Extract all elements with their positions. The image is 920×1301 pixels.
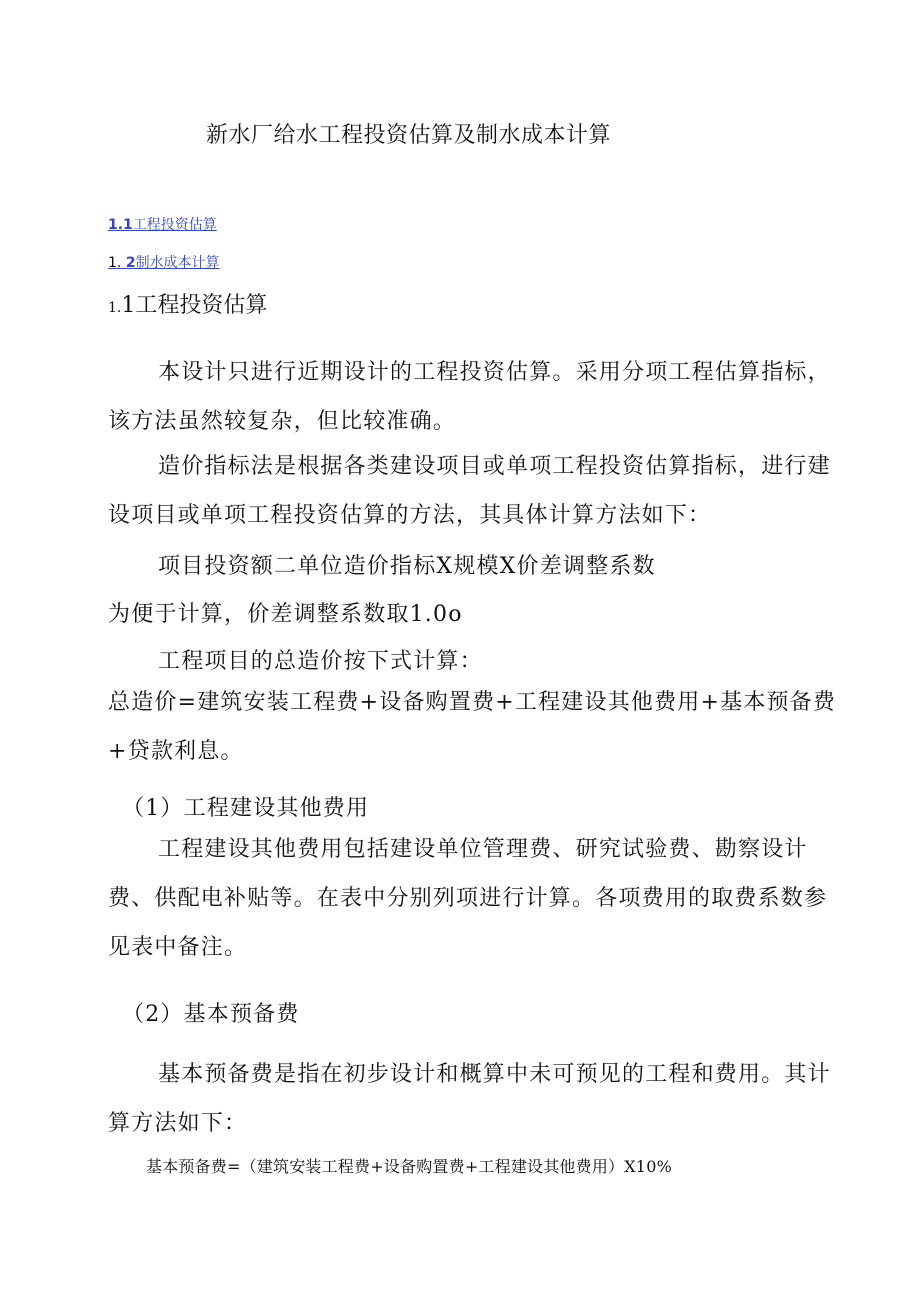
toc-prefix: 1. bbox=[108, 255, 122, 271]
document-title: 新水厂给水工程投资估算及制水成本计算 bbox=[206, 123, 612, 148]
toc-number: 1.1 bbox=[108, 217, 133, 233]
toc-label: 工程投资估算 bbox=[132, 217, 217, 233]
paragraph-cost-index-method: 造价指标法是根据各类建设项目或单项工程投资估算指标，进行建设项目或单项工程投资估算的方法，其具体计算方法如下： bbox=[108, 454, 831, 528]
formula-total-cost: 总造价=建筑安装工程费+设备购置费+工程建设其他费用+基本预备费+贷款利息。 bbox=[108, 690, 837, 764]
toc-number: 2 bbox=[125, 255, 136, 271]
section-heading bbox=[108, 288, 267, 319]
paragraph-other-costs: 工程建设其他费用包括建设单位管理费、研究试验费、勘察设计费、供配电补贴等。在表中分别列项进行计算。各项费用的取费系数参见表中备注。 bbox=[108, 837, 828, 960]
formula-basic-reserve: 基本预备费=（建筑安装工程费+设备购置费+工程建设其他费用）X10% bbox=[146, 1157, 672, 1176]
section-label: 工程投资估算 bbox=[135, 293, 268, 318]
paragraph-intro: 本设计只进行近期设计的工程投资估算。采用分项工程估算指标，该方法虽然较复杂，但比较准确。 bbox=[108, 360, 831, 434]
subheading-basic-reserve: （2）基本预备费 bbox=[122, 1002, 300, 1027]
subheading-other-costs: （1）工程建设其他费用 bbox=[122, 796, 370, 821]
section-number: 1 bbox=[121, 293, 136, 318]
paragraph-basic-reserve: 基本预备费是指在初步设计和概算中未可预见的工程和费用。其计算方法如下： bbox=[108, 1062, 831, 1136]
section-prefix: 1. bbox=[108, 300, 122, 316]
formula-investment: 项目投资额二单位造价指标X规模X价差调整系数 bbox=[158, 554, 656, 579]
paragraph-adjust-coefficient: 为便于计算，价差调整系数取1.0o bbox=[108, 602, 463, 627]
paragraph-total-cost-intro: 工程项目的总造价按下式计算： bbox=[158, 649, 483, 674]
toc-link-water-cost[interactable] bbox=[108, 252, 220, 272]
toc-label: 制水成本计算 bbox=[135, 255, 220, 271]
toc-link-investment-estimate[interactable] bbox=[108, 214, 217, 234]
